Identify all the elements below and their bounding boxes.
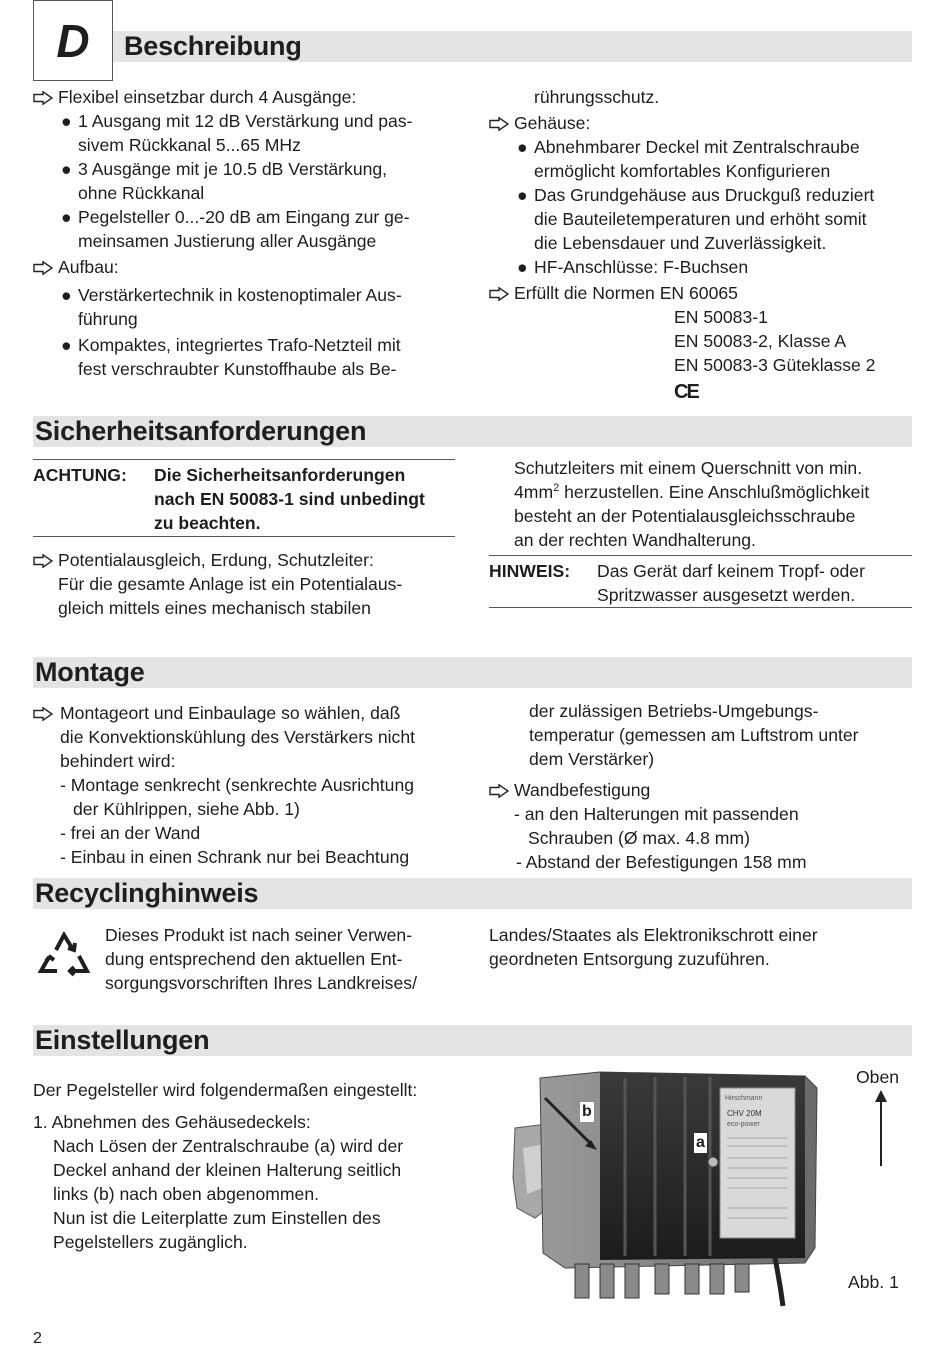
hinweis-label: HINWEIS: <box>489 561 571 581</box>
text-line: - Einbau in einen Schrank nur bei Beachtung <box>60 847 410 867</box>
heading-beschreibung: Beschreibung <box>124 31 302 61</box>
text-line: meinsamen Justierung aller Ausgänge <box>78 231 377 251</box>
text-line: 3 Ausgänge mit je 10.5 dB Verstärkung, <box>78 159 388 179</box>
text-span: herzustellen. Eine Anschlußmöglichkeit <box>559 482 870 502</box>
text-line: EN 50083-1 <box>674 307 768 327</box>
text-line: sorgungsvorschriften Ihres Landkreises/ <box>105 973 417 993</box>
arrow-icon <box>489 287 509 301</box>
text-line: Potentialausgleich, Erdung, Schutzleiter: <box>58 550 374 570</box>
text-line: dung entsprechend den aktuellen Ent- <box>105 949 403 969</box>
text-line: Verstärkertechnik in kostenoptimaler Aus- <box>78 285 402 305</box>
text-line: Aufbau: <box>58 257 119 277</box>
text-line: EN 50083-2, Klasse A <box>674 331 847 351</box>
text-line: EN 50083-3 Güteklasse 2 <box>674 355 876 375</box>
amplifier-figure <box>505 1068 835 1308</box>
text-line: Schrauben (Ø max. 4.8 mm) <box>528 828 750 848</box>
text-line: der Kühlrippen, siehe Abb. 1) <box>73 799 300 819</box>
figure-label-a: a <box>696 1134 705 1151</box>
arrow-icon <box>33 554 53 568</box>
text-line: Kompaktes, integriertes Trafo-Netzteil mit <box>78 335 401 355</box>
bullet-icon: ● <box>61 335 72 355</box>
page-number: 2 <box>33 1330 42 1347</box>
text-line: temperatur (gemessen am Luftstrom unter <box>529 725 859 745</box>
text-line: Wandbefestigung <box>514 780 651 800</box>
heading-recycling: Recyclinghinweis <box>35 878 259 908</box>
section-letter: D <box>33 0 113 81</box>
divider <box>33 536 455 537</box>
text-line: Für die gesamte Anlage ist ein Potentialaus- <box>58 574 403 594</box>
bullet-icon: ● <box>517 137 528 157</box>
text-line: Flexibel einsetzbar durch 4 Ausgänge: <box>58 87 357 107</box>
achtung-text: zu beachten. <box>154 513 261 533</box>
text-line: 1 Ausgang mit 12 dB Verstärkung und pas- <box>78 111 413 131</box>
text-line: - an den Halterungen mit passenden <box>514 804 799 824</box>
text-line: Montageort und Einbaulage so wählen, daß <box>60 703 401 723</box>
text-line: Schutzleiters mit einem Querschnitt von min. <box>514 458 863 478</box>
device-model: CHV 20M <box>727 1109 762 1118</box>
bullet-icon: ● <box>61 285 72 305</box>
text-line: der zulässigen Betriebs-Umgebungs- <box>529 701 819 721</box>
arrow-icon <box>489 117 509 131</box>
text-line: Das Grundgehäuse aus Druckguß reduziert <box>534 185 875 205</box>
device-brand: Hirschmann <box>725 1095 763 1102</box>
text-line: Dieses Produkt ist nach seiner Verwen- <box>105 925 413 945</box>
text-line: 1. Abnehmen des Gehäusedeckels: <box>33 1112 311 1132</box>
text-line: Der Pegelsteller wird folgendermaßen eingestellt: <box>33 1080 418 1100</box>
text-line: Pegelstellers zugänglich. <box>53 1232 248 1252</box>
text-line: HF-Anschlüsse: F-Buchsen <box>534 257 749 277</box>
text-line: Erfüllt die Normen EN 60065 <box>514 283 738 303</box>
bullet-icon: ● <box>517 185 528 205</box>
up-arrow-icon <box>873 1090 889 1168</box>
text-line: - frei an der Wand <box>60 823 201 843</box>
text-span: 4mm <box>514 482 554 502</box>
text-line: - Abstand der Befestigungen 158 mm <box>516 852 807 872</box>
text-line: ermöglicht komfortables Konfigurieren <box>534 161 831 181</box>
figure-label-oben: Oben <box>856 1067 900 1087</box>
heading-sicherheit: Sicherheitsanforderungen <box>35 416 367 446</box>
hinweis-text: Spritzwasser ausgesetzt werden. <box>597 585 856 605</box>
text-line: - Montage senkrecht (senkrechte Ausrichtung <box>60 775 415 795</box>
achtung-text: Die Sicherheitsanforderungen <box>154 465 406 485</box>
superscript: 2 <box>553 482 560 495</box>
text-line: Gehäuse: <box>514 113 591 133</box>
heading-einstellungen: Einstellungen <box>35 1025 210 1055</box>
text-line: besteht an der Potentialausgleichsschraube <box>514 506 856 526</box>
text-line: Abnehmbarer Deckel mit Zentralschraube <box>534 137 860 157</box>
text-line: Pegelsteller 0...-20 dB am Eingang zur ge- <box>78 207 410 227</box>
text-line: fest verschraubter Kunstoffhaube als Be- <box>78 359 397 379</box>
text-line: sivem Rückkanal 5...65 MHz <box>78 135 301 155</box>
text-line: rührungsschutz. <box>534 87 660 107</box>
ce-mark: CE <box>674 381 698 403</box>
device-model-sub: eco-power <box>727 1121 760 1128</box>
text-line: die Bauteiletemperaturen und erhöht somit <box>534 209 867 229</box>
divider <box>489 555 912 556</box>
arrow-icon <box>33 261 53 275</box>
text-line: Nach Lösen der Zentralschraube (a) wird der <box>53 1136 404 1156</box>
text-line: die Konvektionskühlung des Verstärkers nicht <box>60 727 416 747</box>
recycling-icon <box>37 926 91 980</box>
hinweis-text: Das Gerät darf keinem Tropf- oder <box>597 561 865 581</box>
header-band-montage <box>33 657 912 688</box>
text-line: führung <box>78 309 138 329</box>
arrow-icon <box>33 91 53 105</box>
text-line: links (b) nach oben abgenommen. <box>53 1184 320 1204</box>
arrow-icon <box>489 784 509 798</box>
text-line: behindert wird: <box>60 751 176 771</box>
bullet-icon: ● <box>517 257 528 277</box>
achtung-label: ACHTUNG: <box>33 465 127 485</box>
divider <box>489 607 912 608</box>
text-line: ohne Rückkanal <box>78 183 205 203</box>
text-line: dem Verstärker) <box>529 749 655 769</box>
text-line <box>514 480 869 504</box>
text-line: Nun ist die Leiterplatte zum Einstellen des <box>53 1208 381 1228</box>
bullet-icon: ● <box>61 111 72 131</box>
heading-montage: Montage <box>35 657 145 687</box>
text-line: gleich mittels eines mechanisch stabilen <box>58 598 371 618</box>
text-line: geordneten Entsorgung zuzuführen. <box>489 949 770 969</box>
text-line: an der rechten Wandhalterung. <box>514 530 756 550</box>
achtung-text: nach EN 50083-1 sind unbedingt <box>154 489 425 509</box>
text-line: die Lebensdauer und Zuverlässigkeit. <box>534 233 827 253</box>
arrow-icon <box>33 707 53 721</box>
bullet-icon: ● <box>61 207 72 227</box>
text-line: Landes/Staates als Elektronikschrott einer <box>489 925 818 945</box>
bullet-icon: ● <box>61 159 72 179</box>
text-line: Deckel anhand der kleinen Halterung seitlich <box>53 1160 402 1180</box>
divider <box>33 459 455 460</box>
figure-caption: Abb. 1 <box>848 1272 899 1292</box>
figure-label-b: b <box>582 1103 592 1120</box>
